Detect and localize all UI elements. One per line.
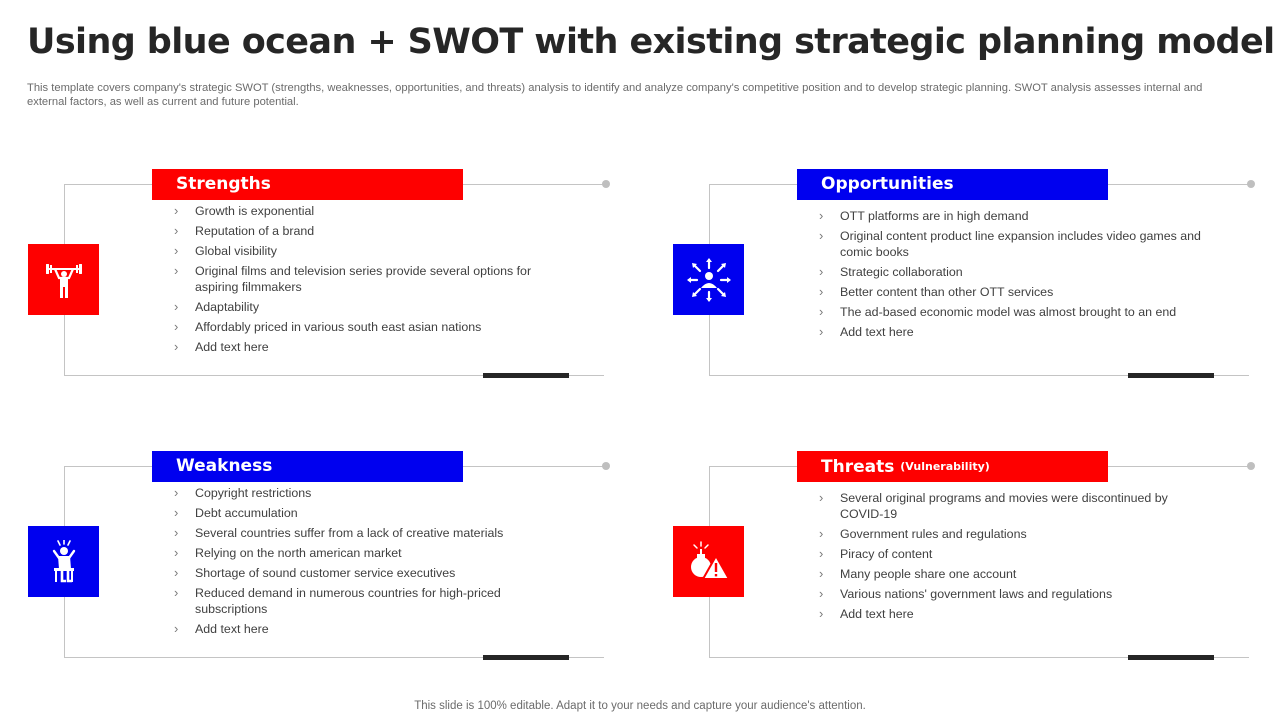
frame-dot (1247, 462, 1255, 470)
list-item: › Add text here (174, 339, 558, 355)
frame-accent-bar (1128, 373, 1214, 378)
bomb-warning-icon (673, 526, 744, 597)
list-item: › Add text here (819, 324, 1203, 340)
list-item: › Piracy of content (819, 546, 1203, 562)
list-item: › Several countries suffer from a lack of creative materials (174, 525, 558, 541)
frame-accent-bar (483, 373, 569, 378)
list-item: › Better content than other OTT services (819, 284, 1203, 300)
threats-panel (673, 448, 1273, 668)
list-item: › Shortage of sound customer service executives (174, 565, 558, 581)
frame-dot (602, 180, 610, 188)
list-item: › Many people share one account (819, 566, 1203, 582)
threats-list (819, 490, 1203, 626)
frame-dot (1247, 180, 1255, 188)
frame-dot (602, 462, 610, 470)
strengths-list (174, 203, 558, 359)
weakness-heading: Weakness (152, 451, 463, 482)
list-item: › Global visibility (174, 243, 558, 259)
frame-accent-bar (1128, 655, 1214, 660)
list-item: › Reduced demand in numerous countries for high-priced subscriptions (174, 585, 558, 617)
weightlifter-icon (28, 244, 99, 315)
list-item: › Add text here (819, 606, 1203, 622)
stressed-person-icon (28, 526, 99, 597)
footer-note: This slide is 100% editable. Adapt it to your needs and capture your audience's attention. (414, 700, 866, 712)
list-item: › Government rules and regulations (819, 526, 1203, 542)
list-item: › Affordably priced in various south east asian nations (174, 319, 558, 335)
opportunities-panel (673, 166, 1273, 386)
opportunities-heading: Opportunities (797, 169, 1108, 200)
list-item: › Add text here (174, 621, 558, 637)
list-item: › Strategic collaboration (819, 264, 1203, 280)
page-description: This template covers company's strategic SWOT (strengths, weaknesses, opportunities, and threats) analysis to identify and analyze company's competitive position and to develop strategic planning. SWOT analysis assesses internal and external factors, as well as current and future potential. (27, 82, 1203, 108)
strengths-panel (28, 166, 628, 386)
threats-heading-text: Threats (821, 457, 895, 477)
list-item: › Original content product line expansion includes video games and comic books (819, 228, 1203, 260)
strengths-heading: Strengths (152, 169, 463, 200)
weakness-list (174, 485, 558, 641)
list-item: › Original films and television series provide several options for aspiring filmmakers (174, 263, 558, 295)
list-item: › Growth is exponential (174, 203, 558, 219)
list-item: › OTT platforms are in high demand (819, 208, 1203, 224)
network-person-arrows-icon (673, 244, 744, 315)
list-item: › Various nations' government laws and regulations (819, 586, 1203, 602)
page-title: Using blue ocean + SWOT with existing strategic planning model (27, 22, 1275, 62)
list-item: › Debt accumulation (174, 505, 558, 521)
frame-accent-bar (483, 655, 569, 660)
threats-heading-paren: (Vulnerability) (900, 460, 990, 473)
list-item: › Relying on the north american market (174, 545, 558, 561)
list-item: › Several original programs and movies were discontinued by COVID-19 (819, 490, 1203, 522)
list-item: › The ad-based economic model was almost brought to an end (819, 304, 1203, 320)
threats-heading (797, 451, 1108, 482)
list-item: › Adaptability (174, 299, 558, 315)
weakness-panel (28, 448, 628, 668)
opportunities-list (819, 208, 1203, 344)
list-item: › Copyright restrictions (174, 485, 558, 501)
list-item: › Reputation of a brand (174, 223, 558, 239)
